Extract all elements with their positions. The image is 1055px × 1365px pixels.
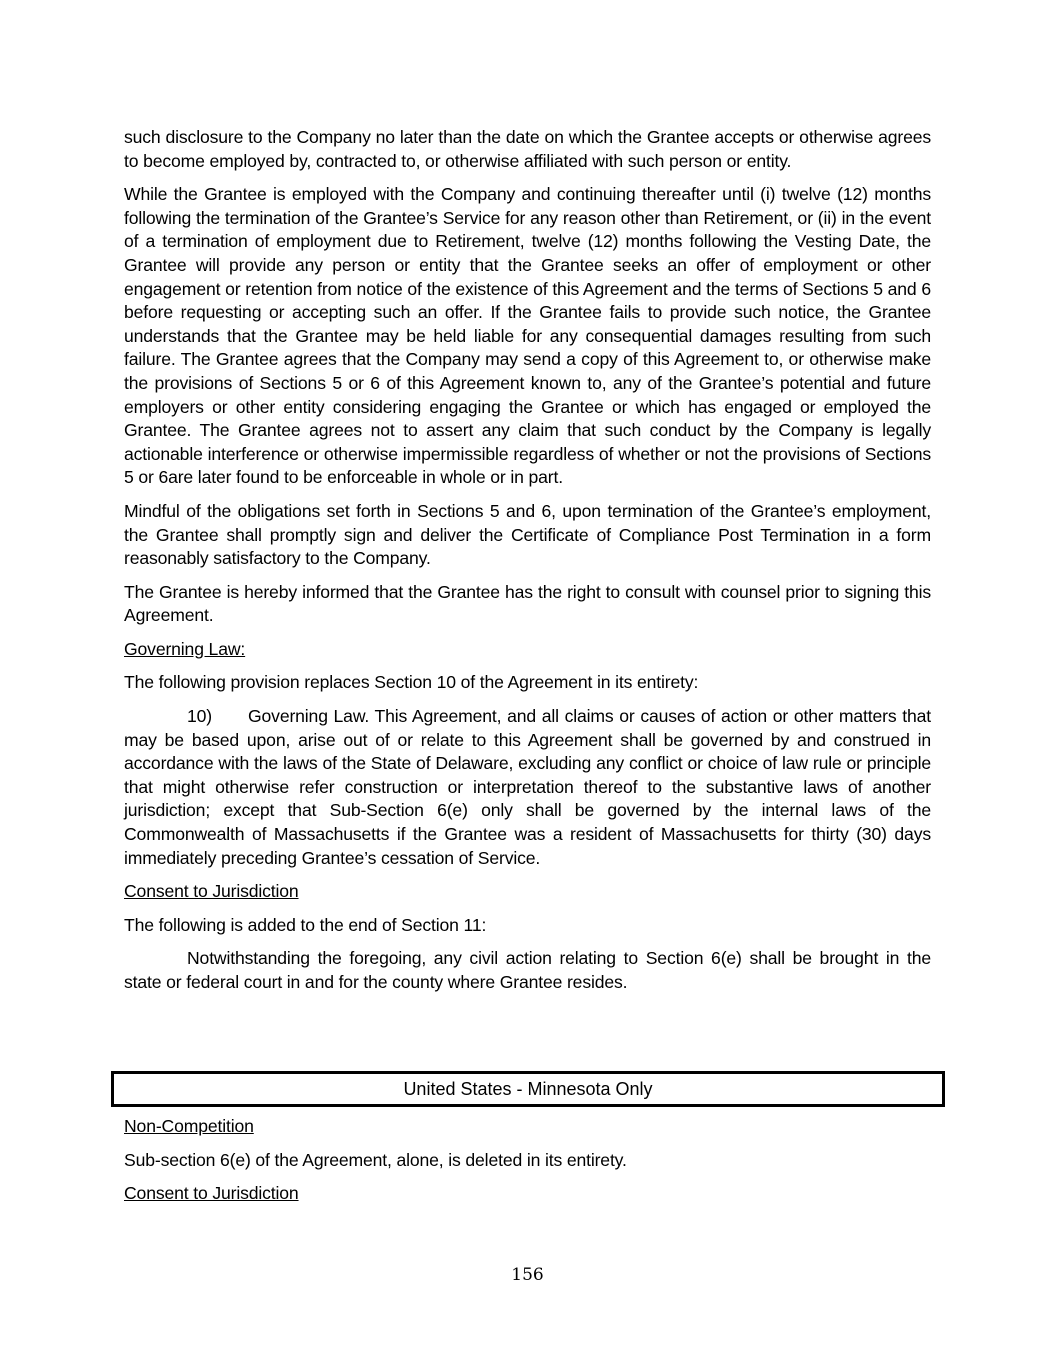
- paragraph-certificate: Mindful of the obligations set forth in Sections 5 and 6, upon termination of the Grantee’s employment, the Grantee shall promptly sign and deliver the Certificate of Compliance Post Termination in a form reasonably satisfactory to the Company.: [124, 500, 931, 569]
- jurisdiction-intro: The following is added to the end of Section 11:: [124, 914, 487, 935]
- page-number: 156: [511, 1265, 544, 1285]
- governing-law-heading: Governing Law:: [124, 638, 246, 659]
- document-body: [124, 126, 931, 1005]
- paragraph-disclosure: such disclosure to the Company no later than the date on which the Grantee accepts or otherwise agrees to become employed by, contracted to, or otherwise affiliated with such person or entity.: [124, 127, 931, 171]
- jurisdiction-text: Notwithstanding the foregoing, any civil action relating to Section 6(e) shall be brought in the state or federal court in and for the county where Grantee resides.: [124, 948, 931, 992]
- jurisdiction-heading: Consent to Jurisdiction: [124, 881, 299, 902]
- minnesota-title-text: United States - Minnesota Only: [403, 1078, 653, 1099]
- governing-law-clause: [124, 705, 931, 870]
- minnesota-section-body: [124, 1115, 931, 1216]
- paragraph-notice-obligation: While the Grantee is employed with the Company and continuing thereafter until (i) twelve (12) months following the termination of the Grantee’s Service for any reason other than Retirement, or (ii) in the event of a termination of employment due to Retirement, twelve (12) months following the Vesting Date, the Grantee will provide any person or entity that the Grantee seeks an offer of employment or other engagement or retention from notice of the existence of this Agreement and the terms of Sections 5 and 6 before requesting or accepting such an offer. If the Grantee fails to provide such notice, the Grantee understands that the Grantee may be held liable for any consequential damages resulting from such failure. The Grantee agrees that the Company may send a copy of this Agreement to, or otherwise make the provisions of Sections 5 or 6 of this Agreement known to, any of the Grantee’s potential and future employers or other entity considering engaging the Grantee or which has engaged or employed the Grantee. The Grantee agrees not to assert any claim that such conduct by the Company is legally actionable interference or otherwise impermissible regardless of whether or not the provisions of Sections 5 or 6are later found to be enforceable in whole or in part.: [124, 184, 931, 488]
- governing-law-intro: The following provision replaces Section 10 of the Agreement in its entirety:: [124, 672, 699, 693]
- noncompete-heading: Non-Competition: [124, 1116, 254, 1136]
- noncompete-text: Sub-section 6(e) of the Agreement, alone, is deleted in its entirety.: [124, 1149, 627, 1170]
- minnesota-section-title: [111, 1071, 945, 1107]
- paragraph-counsel: The Grantee is hereby informed that the Grantee has the right to consult with counsel prior to signing this Agreement.: [124, 581, 931, 626]
- clause-number: 10): [187, 706, 212, 727]
- clause-text: Governing Law. This Agreement, and all claims or causes of action or other matters that may be based upon, arise out of or relate to this Agreement shall be governed by and construed in accordance with the laws of the State of Delaware, excluding any conflict or choice of law rule or principle that might otherwise refer construction or interpretation thereof to the substantive laws of another jurisdiction; except that Sub-Section 6(e) only shall be governed by the internal laws of the Commonwealth of Massachusetts if the Grantee was a resident of Massachusetts for thirty (30) days immediately preceding Grantee’s cessation of Service.: [124, 706, 931, 868]
- minnesota-jurisdiction-heading: Consent to Jurisdiction: [124, 1183, 299, 1204]
